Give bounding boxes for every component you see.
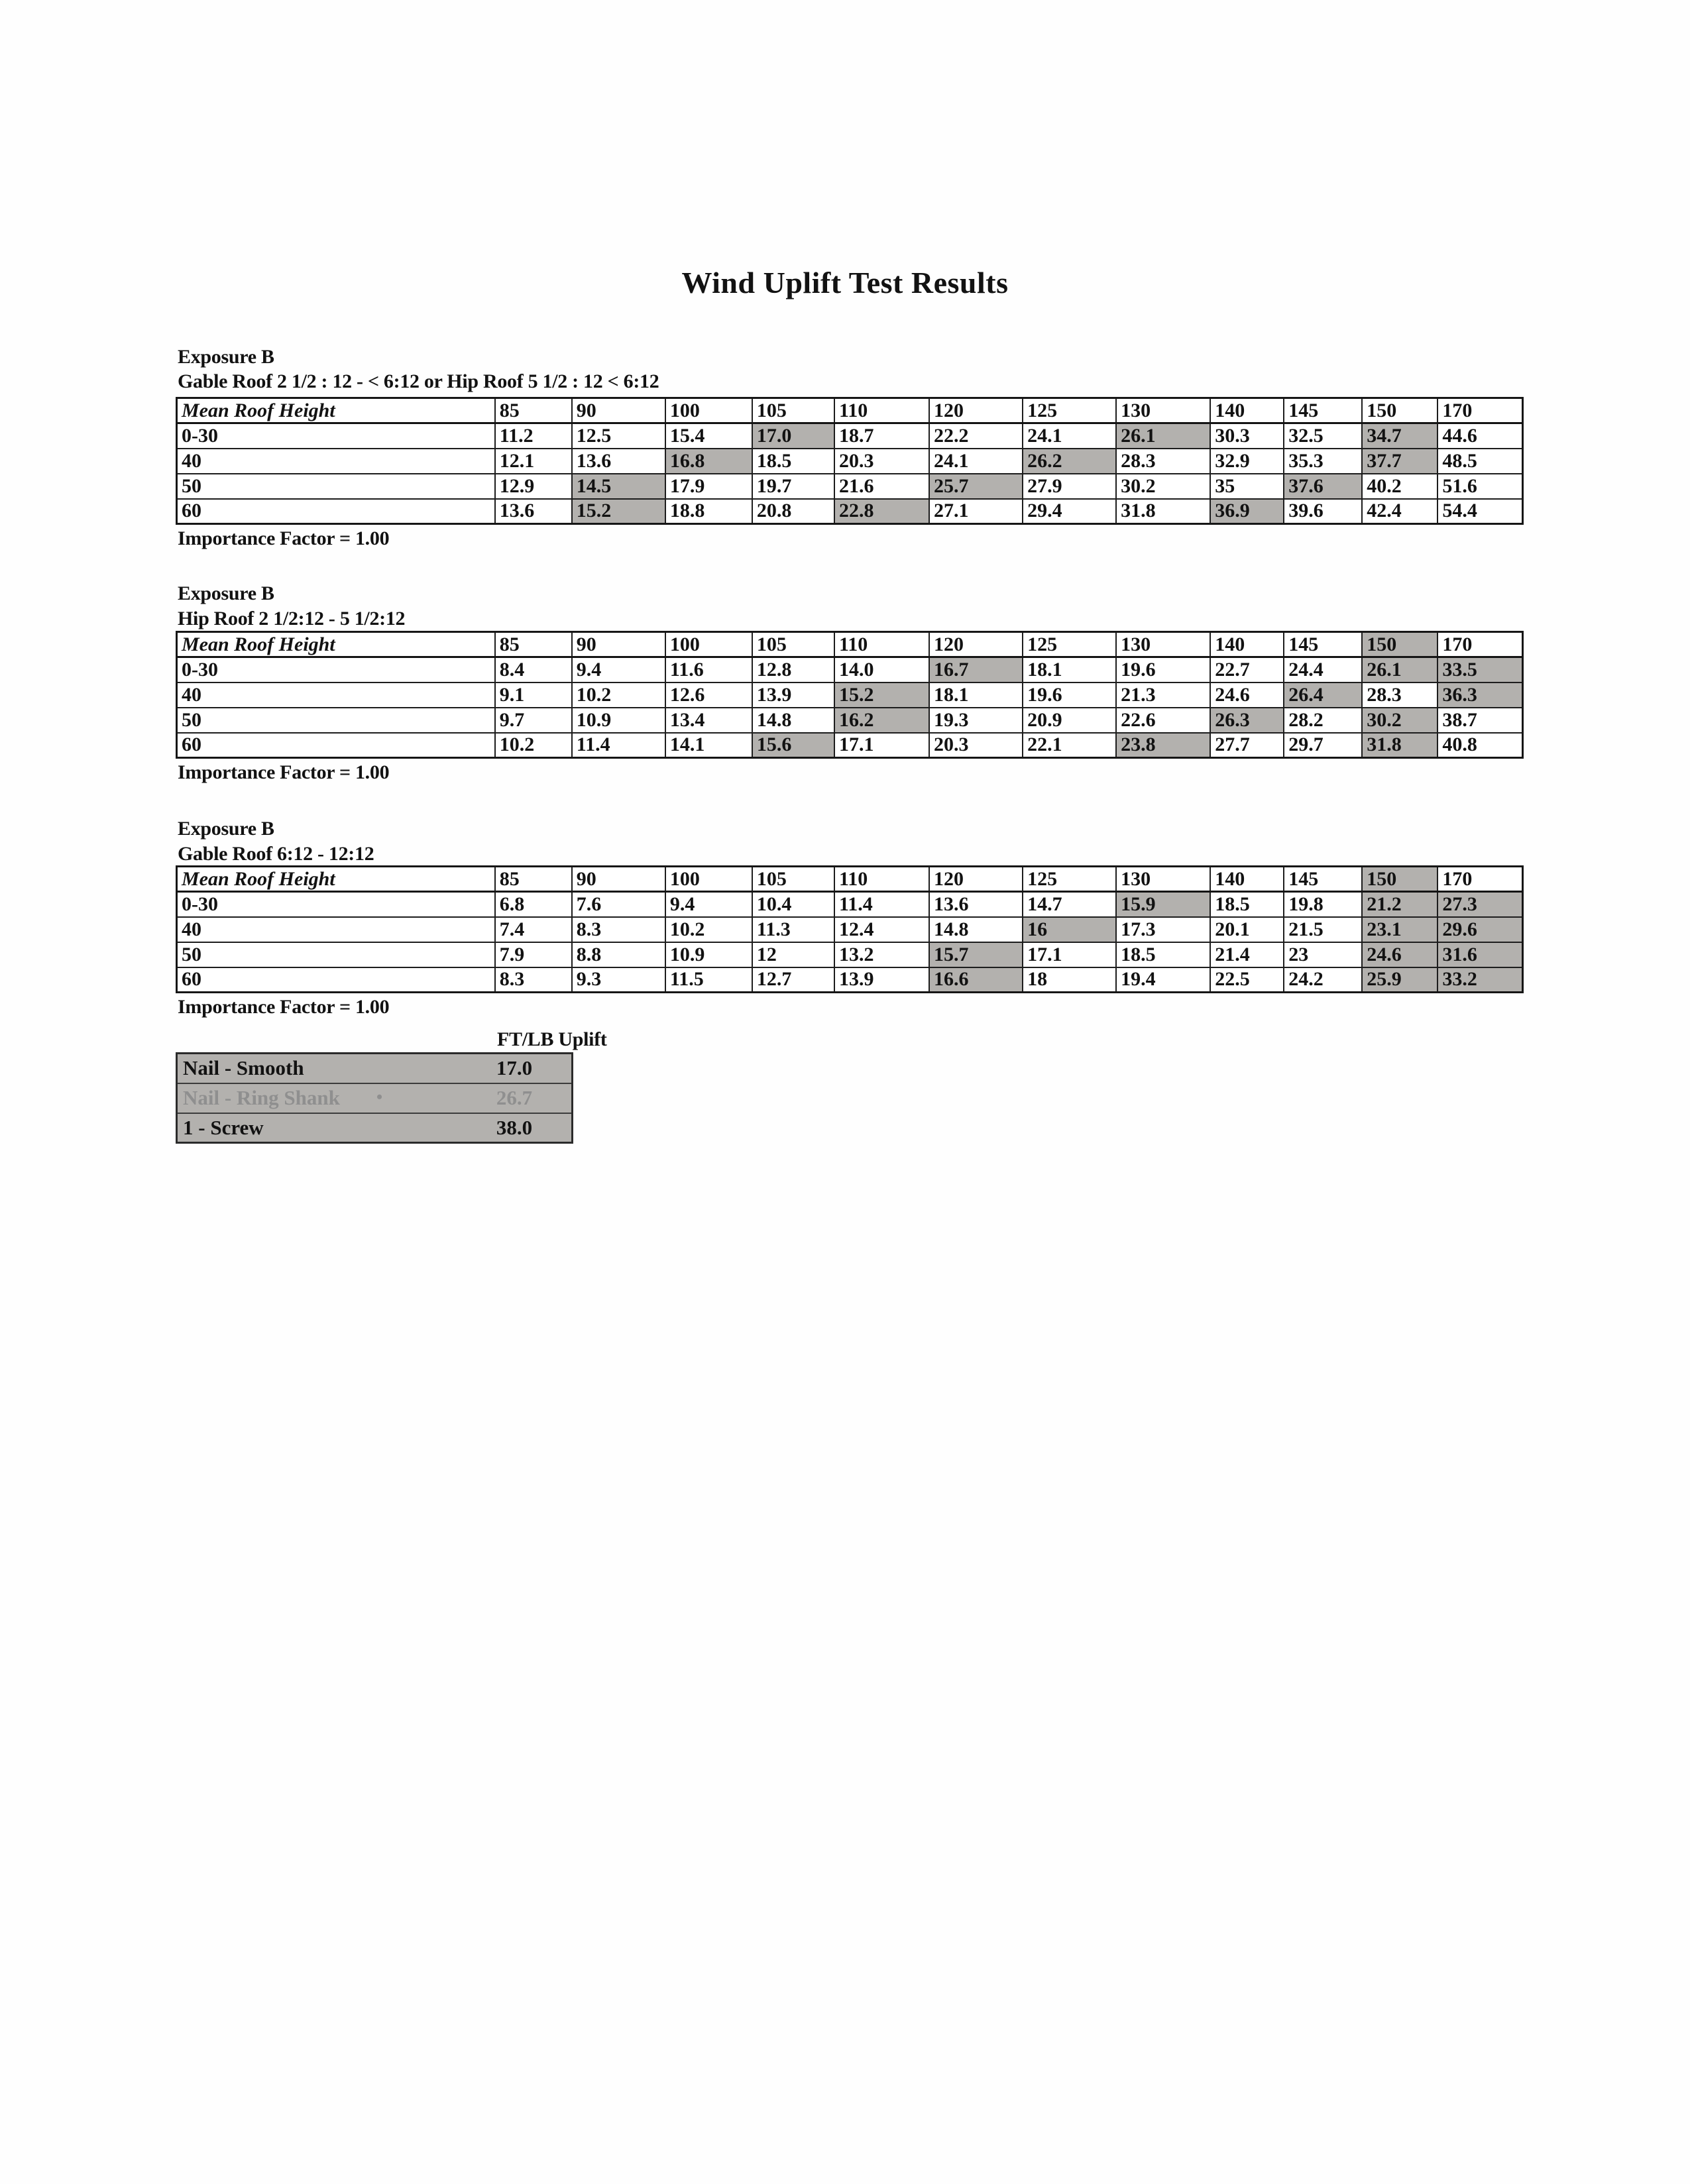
value-cell: 29.7 (1284, 733, 1362, 758)
value-cell: 23.1 (1362, 917, 1437, 942)
value-cell: 20.1 (1210, 917, 1284, 942)
value-cell: 26.1 (1116, 423, 1210, 449)
value-cell: 12.5 (572, 423, 665, 449)
table-row (177, 708, 1523, 733)
value-cell: 20.3 (929, 733, 1023, 758)
value-cell: 24.1 (1023, 423, 1116, 449)
table-row (177, 942, 1523, 967)
header-cell-wind-speed: 125 (1023, 398, 1116, 423)
header-cell-wind-speed: 120 (929, 867, 1023, 892)
value-cell: 22.6 (1116, 708, 1210, 733)
value-cell: 16.2 (834, 708, 929, 733)
header-cell-mean-roof-height: Mean Roof Height (177, 867, 495, 892)
header-cell-wind-speed: 85 (495, 398, 572, 423)
value-cell: 40.8 (1437, 733, 1522, 758)
value-cell: 18.5 (1116, 942, 1210, 967)
value-cell: 10.4 (752, 892, 834, 917)
table-row (177, 449, 1523, 474)
table-row (177, 657, 1523, 682)
bullet-mark: • (376, 1087, 383, 1107)
value-cell: 35.3 (1284, 449, 1362, 474)
fastener-uplift-table (176, 1052, 573, 1144)
value-cell: 18.8 (665, 499, 752, 524)
header-cell-wind-speed: 105 (752, 632, 834, 657)
header-cell-wind-speed: 170 (1437, 867, 1522, 892)
header-cell-wind-speed: 110 (834, 632, 929, 657)
fastener-table-body (177, 1054, 573, 1143)
page-title: Wind Uplift Test Results (681, 266, 1009, 300)
value-cell: 12.4 (834, 917, 929, 942)
value-cell: 27.1 (929, 499, 1023, 524)
value-cell: 12.8 (752, 657, 834, 682)
header-cell-wind-speed: 90 (572, 632, 665, 657)
value-cell: 21.5 (1284, 917, 1362, 942)
wind-table-hip-roof (176, 631, 1524, 759)
fastener-row (177, 1083, 573, 1113)
value-cell: 9.7 (495, 708, 572, 733)
row-label-cell: 50 (177, 942, 495, 967)
value-cell: 10.2 (665, 917, 752, 942)
value-cell: 32.9 (1210, 449, 1284, 474)
header-cell-mean-roof-height: Mean Roof Height (177, 632, 495, 657)
value-cell: 15.2 (572, 499, 665, 524)
row-label-cell: 50 (177, 474, 495, 499)
header-cell-wind-speed: 150 (1362, 398, 1437, 423)
value-cell: 27.9 (1023, 474, 1116, 499)
row-label-cell: 60 (177, 967, 495, 993)
value-cell: 16.7 (929, 657, 1023, 682)
value-cell: 18.1 (1023, 657, 1116, 682)
header-cell-wind-speed: 150 (1362, 867, 1437, 892)
row-label-cell: 0-30 (177, 657, 495, 682)
value-cell: 16.6 (929, 967, 1023, 993)
header-cell-wind-speed: 130 (1116, 632, 1210, 657)
row-label-cell: 60 (177, 733, 495, 758)
value-cell: 37.6 (1284, 474, 1362, 499)
header-cell-wind-speed: 170 (1437, 632, 1522, 657)
value-cell: 20.9 (1023, 708, 1116, 733)
value-cell: 22.8 (834, 499, 929, 524)
header-cell-wind-speed: 100 (665, 867, 752, 892)
row-label-cell: 40 (177, 682, 495, 708)
table-caption-hip-roof: Hip Roof 2 1/2:12 - 5 1/2:12 (178, 608, 406, 629)
fastener-row (177, 1054, 573, 1083)
value-cell: 42.4 (1362, 499, 1437, 524)
value-cell: 7.6 (572, 892, 665, 917)
fastener-label: Nail - Ring Shank (183, 1086, 340, 1109)
table-row (177, 682, 1523, 708)
value-cell: 32.5 (1284, 423, 1362, 449)
table-row (177, 733, 1523, 758)
value-cell: 23 (1284, 942, 1362, 967)
value-cell: 19.4 (1116, 967, 1210, 993)
value-cell: 29.6 (1437, 917, 1522, 942)
fastener-row (177, 1113, 573, 1143)
table-row (177, 474, 1523, 499)
value-cell: 22.2 (929, 423, 1023, 449)
value-cell: 28.3 (1362, 682, 1437, 708)
header-cell-wind-speed: 140 (1210, 398, 1284, 423)
header-cell-wind-speed: 125 (1023, 632, 1116, 657)
value-cell: 17.1 (1023, 942, 1116, 967)
value-cell: 9.1 (495, 682, 572, 708)
table-row (177, 423, 1523, 449)
value-cell: 26.4 (1284, 682, 1362, 708)
value-cell: 11.4 (572, 733, 665, 758)
value-cell: 13.4 (665, 708, 752, 733)
value-cell: 13.2 (834, 942, 929, 967)
value-cell: 33.5 (1437, 657, 1522, 682)
value-cell: 19.6 (1023, 682, 1116, 708)
value-cell: 16.8 (665, 449, 752, 474)
value-cell: 12.6 (665, 682, 752, 708)
header-cell-wind-speed: 90 (572, 398, 665, 423)
value-cell: 28.2 (1284, 708, 1362, 733)
value-cell: 31.6 (1437, 942, 1522, 967)
value-cell: 11.6 (665, 657, 752, 682)
value-cell: 51.6 (1437, 474, 1522, 499)
value-cell: 18 (1023, 967, 1116, 993)
value-cell: 26.3 (1210, 708, 1284, 733)
header-cell-mean-roof-height: Mean Roof Height (177, 398, 495, 423)
value-cell: 18.5 (752, 449, 834, 474)
value-cell: 27.7 (1210, 733, 1284, 758)
value-cell: 13.6 (929, 892, 1023, 917)
value-cell: 36.9 (1210, 499, 1284, 524)
header-cell-wind-speed: 120 (929, 398, 1023, 423)
header-cell-wind-speed: 105 (752, 867, 834, 892)
value-cell: 26.2 (1023, 449, 1116, 474)
value-cell: 24.4 (1284, 657, 1362, 682)
value-cell: 19.7 (752, 474, 834, 499)
value-cell: 14.1 (665, 733, 752, 758)
row-label-cell: 0-30 (177, 892, 495, 917)
value-cell: 24.6 (1210, 682, 1284, 708)
value-cell: 14.5 (572, 474, 665, 499)
row-label-cell: 0-30 (177, 423, 495, 449)
value-cell: 39.6 (1284, 499, 1362, 524)
exposure-label: Exposure B (178, 346, 274, 368)
value-cell: 12.1 (495, 449, 572, 474)
exposure-label: Exposure B (178, 818, 274, 840)
value-cell: 13.9 (834, 967, 929, 993)
value-cell: 13.9 (752, 682, 834, 708)
value-cell: 10.9 (572, 708, 665, 733)
value-cell: 13.6 (495, 499, 572, 524)
value-cell: 14.7 (1023, 892, 1116, 917)
value-cell: 30.2 (1362, 708, 1437, 733)
table-row (177, 892, 1523, 917)
value-cell: 15.7 (929, 942, 1023, 967)
importance-factor-note: Importance Factor = 1.00 (178, 527, 390, 549)
value-cell: 20.8 (752, 499, 834, 524)
value-cell: 14.0 (834, 657, 929, 682)
table-row (177, 917, 1523, 942)
value-cell: 36.3 (1437, 682, 1522, 708)
value-cell: 19.3 (929, 708, 1023, 733)
header-cell-wind-speed: 130 (1116, 398, 1210, 423)
fastener-label-cell (177, 1083, 495, 1113)
row-label-cell: 50 (177, 708, 495, 733)
header-cell-wind-speed: 150 (1362, 632, 1437, 657)
header-cell-wind-speed: 85 (495, 867, 572, 892)
value-cell: 18.7 (834, 423, 929, 449)
header-cell-wind-speed: 140 (1210, 867, 1284, 892)
value-cell: 15.6 (752, 733, 834, 758)
value-cell: 6.8 (495, 892, 572, 917)
header-cell-wind-speed: 100 (665, 632, 752, 657)
value-cell: 11.3 (752, 917, 834, 942)
table-header-row (177, 867, 1523, 892)
value-cell: 44.6 (1437, 423, 1522, 449)
value-cell: 9.4 (665, 892, 752, 917)
wind-table-gable-steep-slope (176, 865, 1524, 993)
header-cell-wind-speed: 120 (929, 632, 1023, 657)
value-cell: 14.8 (752, 708, 834, 733)
value-cell: 18.5 (1210, 892, 1284, 917)
value-cell: 19.6 (1116, 657, 1210, 682)
header-cell-wind-speed: 125 (1023, 867, 1116, 892)
value-cell: 37.7 (1362, 449, 1437, 474)
value-cell: 7.4 (495, 917, 572, 942)
value-cell: 29.4 (1023, 499, 1116, 524)
value-cell: 15.4 (665, 423, 752, 449)
header-cell-wind-speed: 170 (1437, 398, 1522, 423)
value-cell: 21.4 (1210, 942, 1284, 967)
value-cell: 10.2 (495, 733, 572, 758)
value-cell: 8.3 (572, 917, 665, 942)
ftlb-uplift-label: FT/LB Uplift (497, 1028, 607, 1050)
fastener-label: Nail - Smooth (183, 1056, 304, 1080)
value-cell: 30.3 (1210, 423, 1284, 449)
header-cell-wind-speed: 110 (834, 867, 929, 892)
fastener-value-cell: 38.0 (495, 1113, 573, 1143)
value-cell: 19.8 (1284, 892, 1362, 917)
value-cell: 12.7 (752, 967, 834, 993)
header-cell-wind-speed: 145 (1284, 867, 1362, 892)
value-cell: 15.9 (1116, 892, 1210, 917)
value-cell: 12 (752, 942, 834, 967)
value-cell: 9.4 (572, 657, 665, 682)
table-caption-gable-low-slope: Gable Roof 2 1/2 : 12 - < 6:12 or Hip Roof 5 1/2 : 12 < 6:12 (178, 370, 659, 392)
header-cell-wind-speed: 110 (834, 398, 929, 423)
value-cell: 22.7 (1210, 657, 1284, 682)
value-cell: 8.8 (572, 942, 665, 967)
value-cell: 40.2 (1362, 474, 1437, 499)
value-cell: 30.2 (1116, 474, 1210, 499)
table-row (177, 967, 1523, 993)
value-cell: 17.0 (752, 423, 834, 449)
value-cell: 31.8 (1362, 733, 1437, 758)
value-cell: 12.9 (495, 474, 572, 499)
header-cell-wind-speed: 90 (572, 867, 665, 892)
value-cell: 31.8 (1116, 499, 1210, 524)
value-cell: 17.9 (665, 474, 752, 499)
value-cell: 28.3 (1116, 449, 1210, 474)
row-label-cell: 60 (177, 499, 495, 524)
value-cell: 11.5 (665, 967, 752, 993)
value-cell: 21.2 (1362, 892, 1437, 917)
header-cell-wind-speed: 145 (1284, 632, 1362, 657)
row-label-cell: 40 (177, 449, 495, 474)
value-cell: 22.5 (1210, 967, 1284, 993)
value-cell: 16 (1023, 917, 1116, 942)
header-cell-wind-speed: 145 (1284, 398, 1362, 423)
value-cell: 8.4 (495, 657, 572, 682)
value-cell: 54.4 (1437, 499, 1522, 524)
table-row (177, 499, 1523, 524)
value-cell: 23.8 (1116, 733, 1210, 758)
value-cell: 14.8 (929, 917, 1023, 942)
value-cell: 13.6 (572, 449, 665, 474)
value-cell: 9.3 (572, 967, 665, 993)
value-cell: 21.3 (1116, 682, 1210, 708)
value-cell: 26.1 (1362, 657, 1437, 682)
value-cell: 8.3 (495, 967, 572, 993)
header-cell-wind-speed: 85 (495, 632, 572, 657)
value-cell: 10.9 (665, 942, 752, 967)
header-cell-wind-speed: 105 (752, 398, 834, 423)
exposure-label: Exposure B (178, 582, 274, 604)
value-cell: 24.1 (929, 449, 1023, 474)
importance-factor-note: Importance Factor = 1.00 (178, 761, 390, 783)
value-cell: 15.2 (834, 682, 929, 708)
value-cell: 11.2 (495, 423, 572, 449)
table-header-row (177, 632, 1523, 657)
value-cell: 24.6 (1362, 942, 1437, 967)
table-header-row (177, 398, 1523, 423)
fastener-label: 1 - Screw (183, 1115, 264, 1139)
value-cell: 7.9 (495, 942, 572, 967)
table-caption-gable-steep-slope: Gable Roof 6:12 - 12:12 (178, 843, 374, 865)
value-cell: 18.1 (929, 682, 1023, 708)
fastener-value-cell: 17.0 (496, 1056, 533, 1080)
value-cell: 48.5 (1437, 449, 1522, 474)
fastener-value-cell: 26.7 (495, 1083, 573, 1113)
value-cell: 10.2 (572, 682, 665, 708)
value-cell: 25.9 (1362, 967, 1437, 993)
value-cell: 11.4 (834, 892, 929, 917)
value-cell: 20.3 (834, 449, 929, 474)
value-cell: 33.2 (1437, 967, 1522, 993)
value-cell: 17.1 (834, 733, 929, 758)
value-cell: 34.7 (1362, 423, 1437, 449)
value-cell: 38.7 (1437, 708, 1522, 733)
header-cell-wind-speed: 100 (665, 398, 752, 423)
header-cell-wind-speed: 130 (1116, 867, 1210, 892)
wind-table-gable-low-slope (176, 397, 1524, 525)
fastener-label-cell (177, 1113, 495, 1143)
value-cell: 17.3 (1116, 917, 1210, 942)
value-cell: 22.1 (1023, 733, 1116, 758)
fastener-label-cell (177, 1054, 495, 1083)
value-cell: 27.3 (1437, 892, 1522, 917)
row-label-cell: 40 (177, 917, 495, 942)
header-cell-wind-speed: 140 (1210, 632, 1284, 657)
value-cell: 35 (1210, 474, 1284, 499)
value-cell: 21.6 (834, 474, 929, 499)
value-cell: 24.2 (1284, 967, 1362, 993)
importance-factor-note: Importance Factor = 1.00 (178, 996, 390, 1018)
value-cell: 25.7 (929, 474, 1023, 499)
